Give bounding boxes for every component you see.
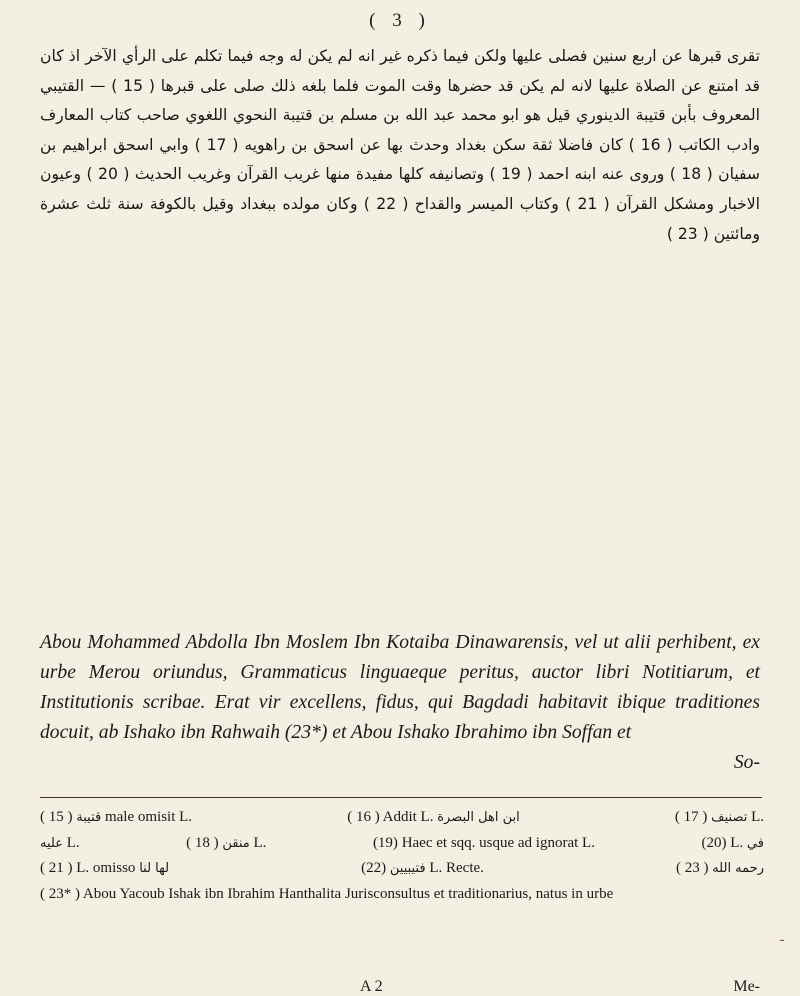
footnote-line <box>40 831 764 857</box>
next-page-catchword: Me- <box>733 978 760 995</box>
footnote-item: ( 23 ) رحمه الله <box>675 860 764 876</box>
footnote-line <box>40 882 764 907</box>
footnote-item: (20) L. في <box>701 834 764 851</box>
latin-paragraph: Abou Mohammed Abdolla Ibn Moslem Ibn Kotaiba Dinawarensis, vel ut alii perhibent, ex urbe Merou oriundus, Grammaticus linguaeque peritus, auctor libri Notitiarum, et Institutionis scribae. Erat vir excellens, fidus, qui Bagdadi habitavit ibique traditiones docuit, ab Ishako ibn Rahwaih (23*) et Abou Ishako Ibrahimo ibn Soffan et <box>40 632 760 743</box>
footnotes <box>40 805 764 906</box>
footnote-item: ( 15 ) قتيبة male omisit L. <box>40 809 193 825</box>
margin-mark: ـ <box>780 930 784 945</box>
signature-mark: A 2 <box>360 978 383 995</box>
page-footer <box>40 978 760 996</box>
footnote-item: ( 18 ) منقن L. <box>186 834 267 851</box>
footnote-item: (22) فتيبيين L. Recte. <box>361 860 484 876</box>
footnote-item: ( 17 ) تصنيف L. <box>674 809 764 825</box>
footnote-item: ( 23* ) Abou Yacoub Ishak ibn Ibrahim Hanthalita Jurisconsultus et traditionarius, natus in urbe <box>40 885 614 902</box>
page-number: ( 3 ) <box>369 10 431 31</box>
catchword: So- <box>733 752 760 773</box>
arabic-paragraph: تقرى قبرها عن اربع سنين فصلى عليها ولكن فيما ذكره غير انه لم يكن له وجه فيما تكلم على الرأي الآخر اذ كان قد امتنع عن الصلاة عليها لانه لم يكن قد حضرها وقت الموت فلما بلغه ذلك صلى على قبرها ( 15 ) — القتيبي المعروف بأبن قتيبة الدينوري قيل هو ابو محمد عبد الله بن مسلم بن قتيبة النحوي اللغوي صاحب كتاب المعارف وادب الكاتب ( 16 ) كان فاضلا ثقة سكن بغداد وحدث بها عن اسحق بن راهويه ( 17 ) وابي اسحق ابراهيم بن سفيان ( 18 ) وروى عنه ابنه احمد ( 19 ) وتصانيفه كلها مفيدة منها غريب القرآن وغريب الحديث ( 20 ) وعيون الاخبار ومشكل القرآن ( 21 ) وكتاب الميسر والقداح ( 22 ) وكان مولده ببغداد وقيل بالكوفة سنة ثلث عشرة ومائتين ( 23 ) <box>40 47 760 243</box>
footnote-item: عليه L. <box>40 834 80 851</box>
footnote-divider <box>40 797 762 798</box>
arabic-text-block <box>40 42 760 249</box>
footnote-item: ( 16 ) Addit L. ابن اهل البصرة <box>347 809 520 825</box>
footnote-line <box>40 856 764 882</box>
footnote-item: (19) Haec et sqq. usque ad ignorat L. <box>372 834 595 851</box>
latin-translation-block <box>40 628 760 778</box>
footnote-line <box>40 805 764 831</box>
footnote-item: ( 21 ) L. omisso لها لنا <box>40 860 170 876</box>
